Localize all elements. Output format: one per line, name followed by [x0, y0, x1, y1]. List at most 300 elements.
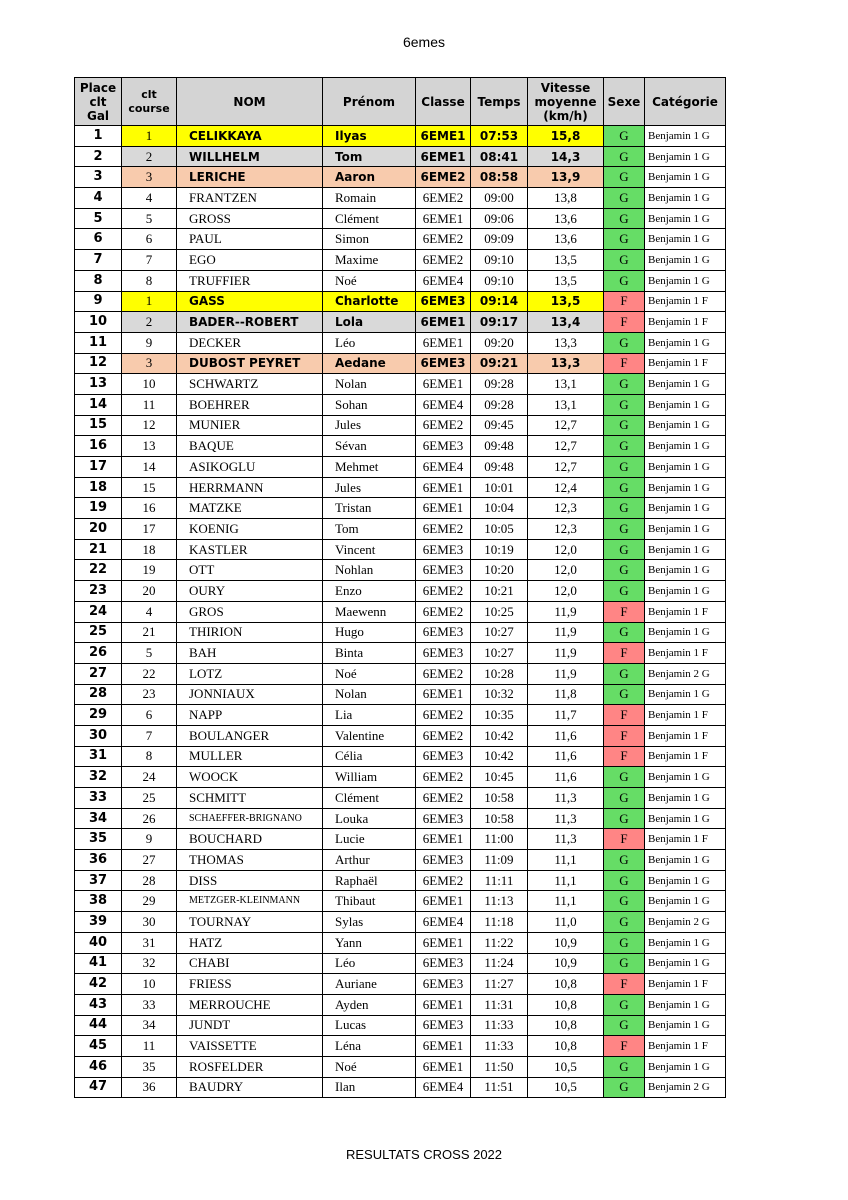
classe-cell: 6EME1 — [416, 146, 471, 167]
prenom-cell: Noé — [323, 663, 416, 684]
categorie-cell: Benjamin 1 F — [645, 829, 726, 850]
table-row — [75, 477, 726, 498]
place-cell: 34 — [75, 808, 122, 829]
place-cell: 16 — [75, 436, 122, 457]
place-cell: 28 — [75, 684, 122, 705]
prenom-cell: Ilyas — [323, 126, 416, 147]
header-vitesse-line: moyenne — [534, 94, 597, 109]
categorie-cell: Benjamin 1 G — [645, 477, 726, 498]
sexe-cell: G — [604, 788, 645, 809]
classe-cell: 6EME1 — [416, 477, 471, 498]
table-row — [75, 519, 726, 540]
nom-cell: GROSS — [177, 208, 323, 229]
sexe-cell: G — [604, 208, 645, 229]
nom-cell: DUBOST PEYRET — [177, 353, 323, 374]
classe-cell: 6EME3 — [416, 953, 471, 974]
classe-cell: 6EME2 — [416, 229, 471, 250]
sexe-cell: G — [604, 188, 645, 209]
classe-cell: 6EME1 — [416, 1036, 471, 1057]
table-row — [75, 788, 726, 809]
temps-cell: 11:51 — [471, 1077, 528, 1098]
sexe-cell: F — [604, 353, 645, 374]
table-row — [75, 126, 726, 147]
table-row — [75, 1036, 726, 1057]
place-cell: 38 — [75, 891, 122, 912]
place-cell: 39 — [75, 912, 122, 933]
table-row — [75, 146, 726, 167]
sexe-cell: G — [604, 912, 645, 933]
prenom-cell: William — [323, 767, 416, 788]
prenom-cell: Léna — [323, 1036, 416, 1057]
vitesse-cell: 13,8 — [528, 188, 604, 209]
clt-course-cell: 24 — [122, 767, 177, 788]
temps-cell: 09:00 — [471, 188, 528, 209]
header-place-line: Gal — [86, 108, 110, 123]
classe-cell: 6EME3 — [416, 974, 471, 995]
categorie-cell: Benjamin 1 G — [645, 394, 726, 415]
nom-cell: HATZ — [177, 932, 323, 953]
vitesse-cell: 11,9 — [528, 643, 604, 664]
table-row — [75, 332, 726, 353]
sexe-cell: G — [604, 519, 645, 540]
categorie-cell: Benjamin 1 G — [645, 436, 726, 457]
vitesse-cell: 11,3 — [528, 808, 604, 829]
place-cell: 23 — [75, 581, 122, 602]
prenom-cell: Sévan — [323, 436, 416, 457]
classe-cell: 6EME4 — [416, 457, 471, 478]
nom-cell: SCHMITT — [177, 788, 323, 809]
place-cell: 44 — [75, 1015, 122, 1036]
categorie-cell: Benjamin 1 G — [645, 229, 726, 250]
temps-cell: 11:27 — [471, 974, 528, 995]
nom-cell: MUNIER — [177, 415, 323, 436]
vitesse-cell: 12,4 — [528, 477, 604, 498]
page-title: 6emes — [402, 34, 446, 50]
classe-cell: 6EME4 — [416, 270, 471, 291]
vitesse-cell: 12,0 — [528, 581, 604, 602]
table-row — [75, 808, 726, 829]
table-row — [75, 457, 726, 478]
clt-course-cell: 6 — [122, 705, 177, 726]
header-clt-line: clt — [141, 87, 157, 101]
prenom-cell: Auriane — [323, 974, 416, 995]
table-row — [75, 622, 726, 643]
categorie-cell: Benjamin 1 G — [645, 126, 726, 147]
table-row — [75, 1056, 726, 1077]
nom-cell: BOULANGER — [177, 725, 323, 746]
sexe-cell: F — [604, 601, 645, 622]
prenom-cell: Valentine — [323, 725, 416, 746]
prenom-cell: Noé — [323, 270, 416, 291]
clt-course-cell: 16 — [122, 498, 177, 519]
clt-course-cell: 7 — [122, 725, 177, 746]
table-row — [75, 250, 726, 271]
categorie-cell: Benjamin 1 G — [645, 808, 726, 829]
prenom-cell: Charlotte — [323, 291, 416, 312]
prenom-cell: Nolan — [323, 684, 416, 705]
classe-cell: 6EME1 — [416, 498, 471, 519]
table-row — [75, 932, 726, 953]
sexe-cell: F — [604, 746, 645, 767]
clt-course-cell: 28 — [122, 870, 177, 891]
classe-cell: 6EME3 — [416, 622, 471, 643]
prenom-cell: Léo — [323, 332, 416, 353]
vitesse-cell: 15,8 — [528, 126, 604, 147]
page-footer: RESULTATS CROSS 2022 — [345, 1147, 503, 1162]
table-row — [75, 498, 726, 519]
temps-cell: 09:09 — [471, 229, 528, 250]
nom-cell: KASTLER — [177, 539, 323, 560]
place-cell: 12 — [75, 353, 122, 374]
nom-cell: THIRION — [177, 622, 323, 643]
vitesse-cell: 13,6 — [528, 208, 604, 229]
vitesse-cell: 11,3 — [528, 829, 604, 850]
vitesse-cell: 11,1 — [528, 850, 604, 871]
table-row — [75, 829, 726, 850]
header-vitesse-line: (km/h) — [543, 108, 588, 123]
classe-cell: 6EME1 — [416, 684, 471, 705]
categorie-cell: Benjamin 1 F — [645, 312, 726, 333]
temps-cell: 11:11 — [471, 870, 528, 891]
temps-cell: 10:58 — [471, 788, 528, 809]
categorie-cell: Benjamin 1 G — [645, 622, 726, 643]
temps-cell: 09:10 — [471, 270, 528, 291]
sexe-cell: G — [604, 808, 645, 829]
sexe-cell: F — [604, 725, 645, 746]
place-cell: 6 — [75, 229, 122, 250]
sexe-cell: G — [604, 932, 645, 953]
vitesse-cell: 13,4 — [528, 312, 604, 333]
vitesse-cell: 13,5 — [528, 291, 604, 312]
table-header — [75, 78, 726, 126]
prenom-cell: Arthur — [323, 850, 416, 871]
vitesse-cell: 12,0 — [528, 539, 604, 560]
place-cell: 3 — [75, 167, 122, 188]
nom-cell: CELIKKAYA — [177, 126, 323, 147]
categorie-cell: Benjamin 1 F — [645, 746, 726, 767]
temps-cell: 11:00 — [471, 829, 528, 850]
temps-cell: 10:25 — [471, 601, 528, 622]
temps-cell: 11:13 — [471, 891, 528, 912]
sexe-cell: G — [604, 374, 645, 395]
table-row — [75, 291, 726, 312]
sexe-cell: G — [604, 394, 645, 415]
vitesse-cell: 13,3 — [528, 332, 604, 353]
vitesse-cell: 11,9 — [528, 663, 604, 684]
nom-cell: ROSFELDER — [177, 1056, 323, 1077]
prenom-cell: Lia — [323, 705, 416, 726]
prenom-cell: Clément — [323, 208, 416, 229]
nom-cell: ASIKOGLU — [177, 457, 323, 478]
temps-cell: 10:28 — [471, 663, 528, 684]
place-cell: 45 — [75, 1036, 122, 1057]
nom-cell: THOMAS — [177, 850, 323, 871]
sexe-cell: F — [604, 291, 645, 312]
clt-course-cell: 8 — [122, 746, 177, 767]
header-categorie: Catégorie — [645, 78, 726, 126]
table-row — [75, 643, 726, 664]
clt-course-cell: 13 — [122, 436, 177, 457]
nom-cell: DISS — [177, 870, 323, 891]
categorie-cell: Benjamin 1 G — [645, 994, 726, 1015]
sexe-cell: G — [604, 870, 645, 891]
nom-cell: NAPP — [177, 705, 323, 726]
table-row — [75, 270, 726, 291]
temps-cell: 09:28 — [471, 374, 528, 395]
classe-cell: 6EME1 — [416, 829, 471, 850]
clt-course-cell: 27 — [122, 850, 177, 871]
table-row — [75, 208, 726, 229]
temps-cell: 10:27 — [471, 643, 528, 664]
classe-cell: 6EME4 — [416, 912, 471, 933]
vitesse-cell: 10,8 — [528, 974, 604, 995]
place-cell: 42 — [75, 974, 122, 995]
classe-cell: 6EME1 — [416, 891, 471, 912]
sexe-cell: G — [604, 953, 645, 974]
classe-cell: 6EME1 — [416, 932, 471, 953]
temps-cell: 09:28 — [471, 394, 528, 415]
place-cell: 37 — [75, 870, 122, 891]
classe-cell: 6EME3 — [416, 539, 471, 560]
clt-course-cell: 31 — [122, 932, 177, 953]
categorie-cell: Benjamin 1 G — [645, 146, 726, 167]
temps-cell: 09:06 — [471, 208, 528, 229]
temps-cell: 09:48 — [471, 436, 528, 457]
sexe-cell: G — [604, 498, 645, 519]
clt-course-cell: 10 — [122, 974, 177, 995]
categorie-cell: Benjamin 1 F — [645, 1036, 726, 1057]
temps-cell: 11:24 — [471, 953, 528, 974]
sexe-cell: G — [604, 539, 645, 560]
place-cell: 31 — [75, 746, 122, 767]
place-cell: 46 — [75, 1056, 122, 1077]
classe-cell: 6EME3 — [416, 850, 471, 871]
place-cell: 7 — [75, 250, 122, 271]
table-row — [75, 663, 726, 684]
classe-cell: 6EME2 — [416, 519, 471, 540]
temps-cell: 10:19 — [471, 539, 528, 560]
classe-cell: 6EME3 — [416, 808, 471, 829]
clt-course-cell: 21 — [122, 622, 177, 643]
prenom-cell: Vincent — [323, 539, 416, 560]
classe-cell: 6EME2 — [416, 705, 471, 726]
categorie-cell: Benjamin 1 G — [645, 560, 726, 581]
vitesse-cell: 13,9 — [528, 167, 604, 188]
clt-course-cell: 20 — [122, 581, 177, 602]
classe-cell: 6EME3 — [416, 291, 471, 312]
clt-course-cell: 30 — [122, 912, 177, 933]
prenom-cell: Clément — [323, 788, 416, 809]
categorie-cell: Benjamin 1 G — [645, 684, 726, 705]
clt-course-cell: 2 — [122, 312, 177, 333]
sexe-cell: G — [604, 415, 645, 436]
classe-cell: 6EME3 — [416, 746, 471, 767]
nom-cell: OURY — [177, 581, 323, 602]
header-sexe: Sexe — [604, 78, 645, 126]
categorie-cell: Benjamin 1 G — [645, 581, 726, 602]
sexe-cell: G — [604, 270, 645, 291]
table-row — [75, 994, 726, 1015]
prenom-cell: Romain — [323, 188, 416, 209]
prenom-cell: Tristan — [323, 498, 416, 519]
clt-course-cell: 36 — [122, 1077, 177, 1098]
classe-cell: 6EME1 — [416, 374, 471, 395]
results-table — [74, 77, 726, 1098]
clt-course-cell: 18 — [122, 539, 177, 560]
temps-cell: 10:01 — [471, 477, 528, 498]
prenom-cell: Thibaut — [323, 891, 416, 912]
categorie-cell: Benjamin 1 F — [645, 974, 726, 995]
clt-course-cell: 3 — [122, 353, 177, 374]
nom-cell: WILLHELM — [177, 146, 323, 167]
categorie-cell: Benjamin 1 G — [645, 850, 726, 871]
temps-cell: 09:10 — [471, 250, 528, 271]
categorie-cell: Benjamin 1 G — [645, 953, 726, 974]
place-cell: 4 — [75, 188, 122, 209]
classe-cell: 6EME3 — [416, 1015, 471, 1036]
prenom-cell: Maewenn — [323, 601, 416, 622]
nom-cell: JONNIAUX — [177, 684, 323, 705]
categorie-cell: Benjamin 1 F — [645, 353, 726, 374]
header-place-line: clt — [89, 94, 107, 109]
classe-cell: 6EME3 — [416, 353, 471, 374]
categorie-cell: Benjamin 1 G — [645, 374, 726, 395]
place-cell: 25 — [75, 622, 122, 643]
categorie-cell: Benjamin 2 G — [645, 663, 726, 684]
place-cell: 20 — [75, 519, 122, 540]
nom-cell: TOURNAY — [177, 912, 323, 933]
prenom-cell: Ilan — [323, 1077, 416, 1098]
temps-cell: 11:18 — [471, 912, 528, 933]
categorie-cell: Benjamin 1 G — [645, 1056, 726, 1077]
nom-cell: WOOCK — [177, 767, 323, 788]
temps-cell: 10:20 — [471, 560, 528, 581]
temps-cell: 09:21 — [471, 353, 528, 374]
clt-course-cell: 34 — [122, 1015, 177, 1036]
table-row — [75, 560, 726, 581]
table-row — [75, 229, 726, 250]
table-row — [75, 767, 726, 788]
clt-course-cell: 22 — [122, 663, 177, 684]
categorie-cell: Benjamin 2 G — [645, 1077, 726, 1098]
sexe-cell: G — [604, 332, 645, 353]
vitesse-cell: 10,8 — [528, 994, 604, 1015]
table-row — [75, 312, 726, 333]
place-cell: 40 — [75, 932, 122, 953]
temps-cell: 09:14 — [471, 291, 528, 312]
nom-cell: CHABI — [177, 953, 323, 974]
clt-course-cell: 5 — [122, 643, 177, 664]
temps-cell: 10:42 — [471, 746, 528, 767]
clt-course-cell: 8 — [122, 270, 177, 291]
classe-cell: 6EME2 — [416, 767, 471, 788]
header-prenom: Prénom — [323, 78, 416, 126]
sexe-cell: G — [604, 663, 645, 684]
prenom-cell: Jules — [323, 477, 416, 498]
vitesse-cell: 11,7 — [528, 705, 604, 726]
temps-cell: 10:04 — [471, 498, 528, 519]
nom-cell: BADER--ROBERT — [177, 312, 323, 333]
place-cell: 41 — [75, 953, 122, 974]
temps-cell: 10:42 — [471, 725, 528, 746]
classe-cell: 6EME4 — [416, 394, 471, 415]
classe-cell: 6EME1 — [416, 994, 471, 1015]
vitesse-cell: 10,9 — [528, 953, 604, 974]
vitesse-cell: 11,3 — [528, 788, 604, 809]
table-body — [75, 126, 726, 1098]
nom-cell: JUNDT — [177, 1015, 323, 1036]
categorie-cell: Benjamin 1 G — [645, 167, 726, 188]
sexe-cell: G — [604, 250, 645, 271]
table-row — [75, 374, 726, 395]
vitesse-cell: 11,6 — [528, 725, 604, 746]
nom-cell: METZGER-KLEINMANN — [177, 891, 323, 912]
nom-cell: BOUCHARD — [177, 829, 323, 850]
nom-cell: GROS — [177, 601, 323, 622]
vitesse-cell: 11,9 — [528, 601, 604, 622]
vitesse-cell: 12,0 — [528, 560, 604, 581]
place-cell: 43 — [75, 994, 122, 1015]
clt-course-cell: 3 — [122, 167, 177, 188]
table-row — [75, 167, 726, 188]
vitesse-cell: 11,1 — [528, 870, 604, 891]
clt-course-cell: 26 — [122, 808, 177, 829]
categorie-cell: Benjamin 1 G — [645, 332, 726, 353]
prenom-cell: Louka — [323, 808, 416, 829]
sexe-cell: G — [604, 457, 645, 478]
place-cell: 14 — [75, 394, 122, 415]
table-row — [75, 684, 726, 705]
sexe-cell: G — [604, 684, 645, 705]
prenom-cell: Léo — [323, 953, 416, 974]
categorie-cell: Benjamin 1 F — [645, 705, 726, 726]
classe-cell: 6EME2 — [416, 870, 471, 891]
nom-cell: EGO — [177, 250, 323, 271]
prenom-cell: Tom — [323, 519, 416, 540]
sexe-cell: G — [604, 436, 645, 457]
place-cell: 8 — [75, 270, 122, 291]
prenom-cell: Aaron — [323, 167, 416, 188]
place-cell: 9 — [75, 291, 122, 312]
vitesse-cell: 13,6 — [528, 229, 604, 250]
vitesse-cell: 11,1 — [528, 891, 604, 912]
nom-cell: OTT — [177, 560, 323, 581]
classe-cell: 6EME1 — [416, 1056, 471, 1077]
table-row — [75, 891, 726, 912]
table-row — [75, 746, 726, 767]
prenom-cell: Lola — [323, 312, 416, 333]
place-cell: 2 — [75, 146, 122, 167]
nom-cell: SCHAEFFER-BRIGNANO — [177, 808, 323, 829]
clt-course-cell: 14 — [122, 457, 177, 478]
place-cell: 35 — [75, 829, 122, 850]
place-cell: 19 — [75, 498, 122, 519]
header-place-line: Place — [79, 80, 117, 95]
nom-cell: MULLER — [177, 746, 323, 767]
categorie-cell: Benjamin 1 G — [645, 270, 726, 291]
vitesse-cell: 10,5 — [528, 1056, 604, 1077]
sexe-cell: G — [604, 146, 645, 167]
vitesse-cell: 11,6 — [528, 746, 604, 767]
nom-cell: PAUL — [177, 229, 323, 250]
vitesse-cell: 14,3 — [528, 146, 604, 167]
prenom-cell: Raphaël — [323, 870, 416, 891]
table-row — [75, 953, 726, 974]
nom-cell: BAQUE — [177, 436, 323, 457]
temps-cell: 08:58 — [471, 167, 528, 188]
nom-cell: KOENIG — [177, 519, 323, 540]
place-cell: 11 — [75, 332, 122, 353]
